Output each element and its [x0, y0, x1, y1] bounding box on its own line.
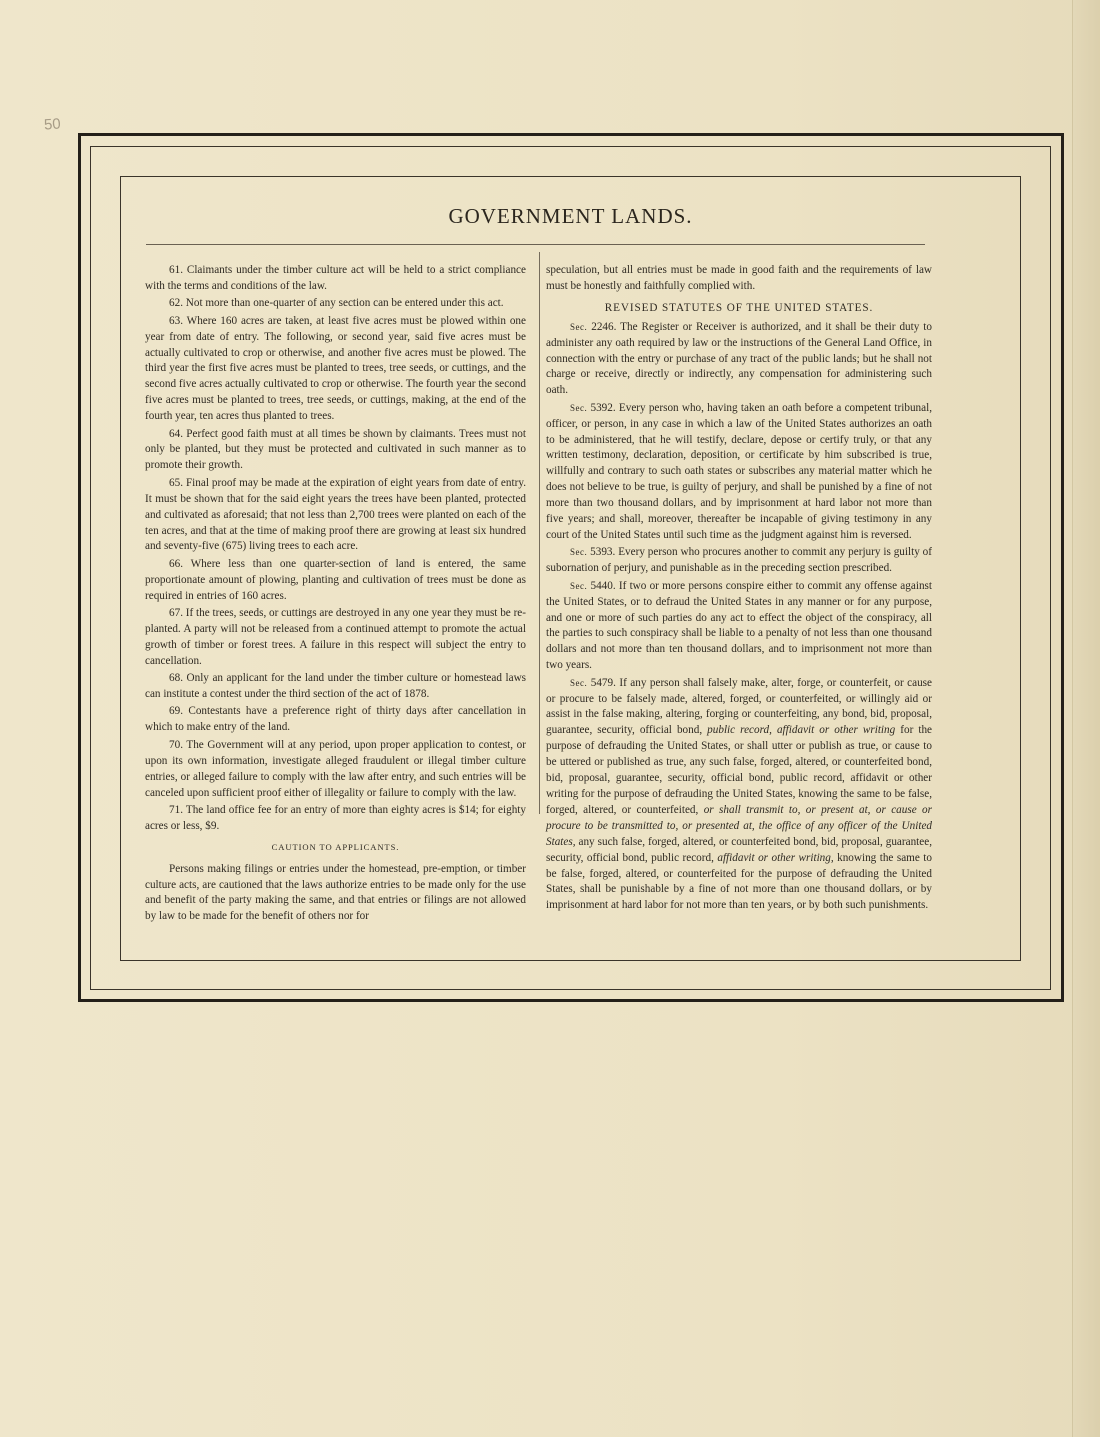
section-5440 — [546, 579, 932, 674]
pencil-page-number: 50 — [43, 115, 62, 134]
paragraph-70: 70. The Government will at any period, upon proper application to contest, or upon its own information, investigate alleged fraudulent or illegal timber culture entries, or alleged failure to comply with the law after entry, and such entries will be canceled upon sufficient proof either of illegality or failure to comply with the law. — [145, 738, 526, 799]
left-column — [145, 263, 526, 927]
section-label: Sec. — [570, 547, 588, 558]
section-text-italic: affidavit or other writing, — [717, 851, 834, 864]
section-text: 2246. The Register or Receiver is authorized, and it shall be their duty to administer any oath required by law or the instructions of the General Land Office, in connection with the entry or purchase of any tract of the public lands; but he shall not charge or receive, directly or indirectly, any compensation for administering such oath. — [546, 320, 933, 397]
paragraph-64: 64. Perfect good faith must at all times be shown by claimants. Trees must not only be planted, but they must be protected and cultivated in such manner as to promote their growth. — [145, 427, 526, 472]
paragraph-62: 62. Not more than one-quarter of any section can be entered under this act. — [169, 297, 504, 310]
section-2246 — [546, 320, 932, 400]
caution-heading: CAUTION TO APPLICANTS. — [271, 841, 400, 852]
paragraph-65: 65. Final proof may be made at the expiration of eight years from date of entry. It must be shown that for the said eight years the trees have been planted, protected and cultivated as aforesaid; that not less than 2,700 trees were planted on each of the ten acres, and that at the time of making proof there are growing at least six hundred and seventy-five (675) living trees to each acre. — [145, 476, 526, 553]
section-label: Sec. — [570, 580, 588, 591]
section-text: 5392. Every person who, having taken an oath before a competent tribunal, officer, or person, in any case in which a law of the United States authorizes an oath to be administered, that he will testify, declare, depose or certify truly, or that any written testimony, declaration, deposition, or certificate by him subscribed is true, willfully and contrary to such oath states or subscribes any material matter which he does not believe to be true, is guilty of perjury, and shall be punished by a fine of not more than two thousand dollars, and by imprisonment at hard labor not more than five years; and shall, moreover, thereafter be incapable of giving testimony in any court of the United States until such time as the judgment against him is reversed. — [546, 401, 933, 541]
page-edge-strip — [1072, 0, 1100, 1437]
column-divider — [539, 252, 540, 814]
section-text-italic: or shall transmit to, or present at, or cause or procure to be transmitted to, or presented at, the office of any officer of the United States, — [546, 803, 932, 848]
title-rule — [146, 244, 925, 245]
paragraph-67: 67. If the trees, seeds, or cuttings are destroyed in any one year they must be re-planted. A party will not be released from a continued attempt to promote the actual growth of timber or forest trees. A failure in this respect will subject the entry to cancellation. — [145, 607, 526, 667]
section-text: any such false, forged, altered, or counterfeited bond, bid, proposal, guarantee, security, official bond, public record, — [546, 835, 932, 864]
section-5479 — [546, 676, 932, 915]
paragraph-61: 61. Claimants under the timber culture act will be held to a strict compliance with the terms and conditions of the law. — [145, 264, 526, 292]
paragraph-63: 63. Where 160 acres are taken, at least five acres must be plowed within one year from date of entry. The following, or second year, said five acres must be actually cultivated to crop or otherwise, and another five acres must be plowed. The third year the first five acres must be planted to trees, tree seeds, or cuttings, and the second five acres actually cultivated to crop or otherwise. The fourth year the second five acres must be planted to trees, tree seeds, or cuttings, making, at the end of the fourth year, ten acres thus planted to trees. — [145, 314, 526, 423]
paragraph-66: 66. Where less than one quarter-section of land is entered, the same proportionate amount of plowing, planting and cultivation of trees must be done as required in entries of 160 acres. — [145, 557, 526, 602]
section-5392 — [546, 401, 932, 544]
section-label: Sec. — [570, 402, 588, 413]
section-text-italic: public record, affidavit or other writing — [707, 724, 896, 737]
section-5393 — [546, 545, 932, 577]
paragraph-68: 68. Only an applicant for the land under the timber culture or homestead laws can institute a contest under the third section of the act of 1878. — [145, 672, 526, 701]
page-title: GOVERNMENT LANDS. — [448, 204, 693, 228]
caution-paragraph: Persons making filings or entries under the homestead, pre-emption, or timber culture acts, are cautioned that the laws authorize entries to be made only for the use and benefit of the party making the same, and that entries or filings are not allowed by law to be made for the benefit of others nor for — [145, 862, 526, 923]
section-text: 5440. If two or more persons conspire either to commit any offense against the United States, or to defraud the United States in any manner or for any purpose, and one or more of such parties do any act to effect the object of the conspiracy, all the parties to such conspiracy shall be liable to a penalty of not less than one thousand dollars and not more than ten thousand dollars, and to imprisonment not more than two years. — [546, 579, 932, 672]
section-label: Sec. — [570, 321, 588, 332]
right-column — [546, 263, 932, 916]
paragraph-71: 71. The land office fee for an entry of more than eighty acres is $14; for eighty acres or less, $9. — [145, 803, 526, 832]
paragraph-69: 69. Contestants have a preference right of thirty days after cancellation in which to make entry of the land. — [145, 705, 526, 734]
section-text: 5479. If any person shall falsely make, alter, forge, or counterfeit, or cause or procure to be falsely made, altered, forged, or counterfeited, or willingly aid or assist in the false making, altering, forging or counterfeiting, any bond, bid, proposal, guarantee, security, official bond, — [546, 676, 933, 737]
statutes-heading: REVISED STATUTES OF THE UNITED STATES. — [604, 301, 874, 314]
section-text: 5393. Every person who procures another to commit any perjury is guilty of subornation of perjury, and punishable as in the preceding section prescribed. — [546, 546, 932, 575]
caution-continuation: speculation, but all entries must be made in good faith and the requirements of law must be honestly and faithfully complied with. — [546, 264, 932, 292]
section-text: knowing the same to be false, forged, altered, or counterfeited for the purpose of defrauding the United States, shall be punishable by a fine of not more than one thousand dollars, or by imprisonment at hard labor for not more than ten years, or by both such punishments. — [546, 851, 932, 912]
section-label: Sec. — [570, 677, 588, 688]
section-text: for the purpose of defrauding the United States, or shall utter or publish as true, or cause to be uttered or published as true, any such false, forged, altered, or counterfeited bond, bid, proposal, guarantee, security, official bond, public record, affidavit or other writing for the purpose of defrauding the United States, knowing the same to be false, forged, altered, or counterfeited, — [546, 724, 933, 816]
